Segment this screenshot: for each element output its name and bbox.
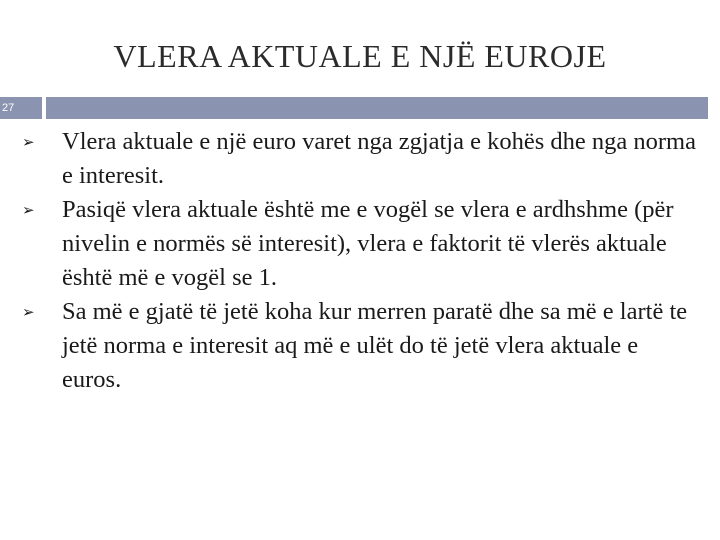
bullet-text: Pasiqë vlera aktuale është me e vogël se vlera e ardhshme (për nivelin e normës së interesit), vlera e faktorit të vlerës aktuale është më e vogël se 1.	[62, 196, 674, 291]
bullet-list	[22, 125, 702, 397]
bullet-item	[22, 193, 702, 295]
bullet-text: Vlera aktuale e një euro varet nga zgjatja e kohës dhe nga norma e interesit.	[62, 128, 696, 189]
bullet-item	[22, 125, 702, 193]
title-rule-bar	[46, 97, 708, 119]
slide-number: 27	[2, 102, 15, 114]
arrow-bullet-icon: ➢	[22, 303, 35, 321]
arrow-bullet-icon: ➢	[22, 201, 35, 219]
arrow-bullet-icon: ➢	[22, 133, 35, 151]
bullet-text: Sa më e gjatë të jetë koha kur merren paratë dhe sa më e lartë te jetë norma e interesit aq më e ulët do të jetë vlera aktuale e euros.	[62, 298, 688, 393]
slide-title: VLERA AKTUALE E NJË EUROJE	[113, 38, 607, 74]
slide-number-box	[0, 97, 42, 119]
bullet-item	[22, 295, 702, 397]
